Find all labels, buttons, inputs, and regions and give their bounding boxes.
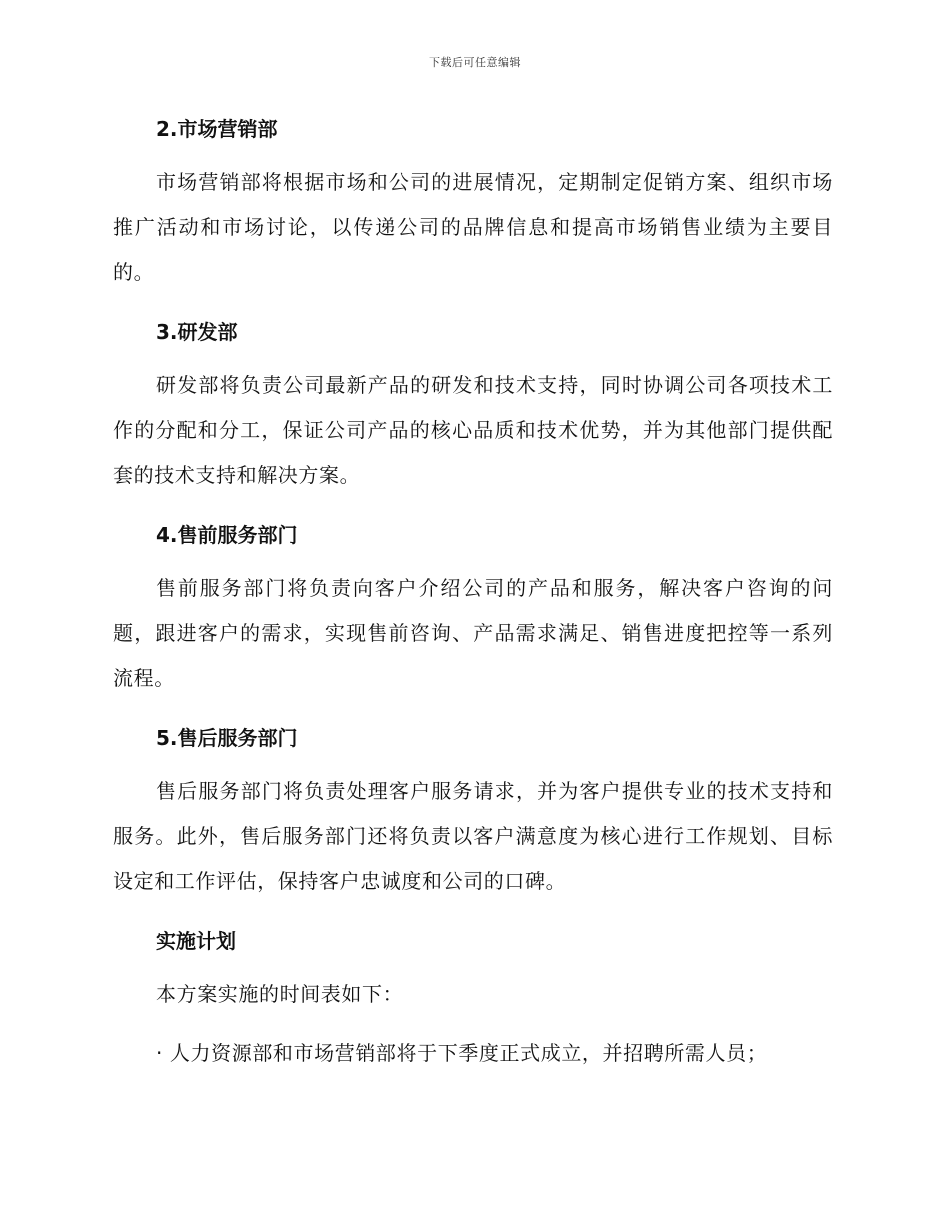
section-body-rnd: 研发部将负责公司最新产品的研发和技术支持，同时协调公司各项技术工作的分配和分工，保证公司产品的核心品质和技术优势，并为其他部门提供配套的技术支持和解决方案。: [113, 373, 833, 487]
section-body-presales: 售前服务部门将负责向客户介绍公司的产品和服务，解决客户咨询的问题，跟进客户的需求，实现售前咨询、产品需求满足、销售进度把控等一系列流程。: [113, 576, 833, 690]
spacer: [113, 498, 833, 518]
section-heading-aftersales: 5.售后服务部门: [156, 726, 298, 750]
spacer: [113, 552, 833, 566]
spacer: [113, 146, 833, 160]
spacer: [113, 349, 833, 363]
list-item: · 人力资源部和市场营销部将于下季度正式成立，并招聘所需人员；: [156, 1041, 768, 1065]
section-heading-plan: 实施计划: [156, 929, 236, 953]
section-heading-marketing: 2.市场营销部: [156, 117, 278, 141]
page-header: 下载后可任意编辑: [429, 56, 521, 69]
spacer: [113, 958, 833, 972]
section-body-aftersales: 售后服务部门将负责处理客户服务请求，并为客户提供专业的技术支持和服务。此外，售后服务部门还将负责以客户满意度为核心进行工作规划、目标设定和工作评估，保持客户忠诚度和公司的口碑。: [113, 779, 833, 893]
section-body-marketing: 市场营销部将根据市场和公司的进展情况，定期制定促销方案、组织市场推广活动和市场讨论，以传递公司的品牌信息和提高市场销售业绩为主要目的。: [113, 170, 833, 284]
spacer: [113, 904, 833, 924]
spacer: [113, 1017, 833, 1031]
section-heading-presales: 4.售前服务部门: [156, 523, 298, 547]
spacer: [113, 295, 833, 315]
spacer: [113, 701, 833, 721]
section-intro-plan: 本方案实施的时间表如下：: [156, 982, 404, 1006]
spacer: [113, 755, 833, 769]
section-heading-rnd: 3.研发部: [156, 320, 238, 344]
document-body: [113, 112, 833, 1076]
